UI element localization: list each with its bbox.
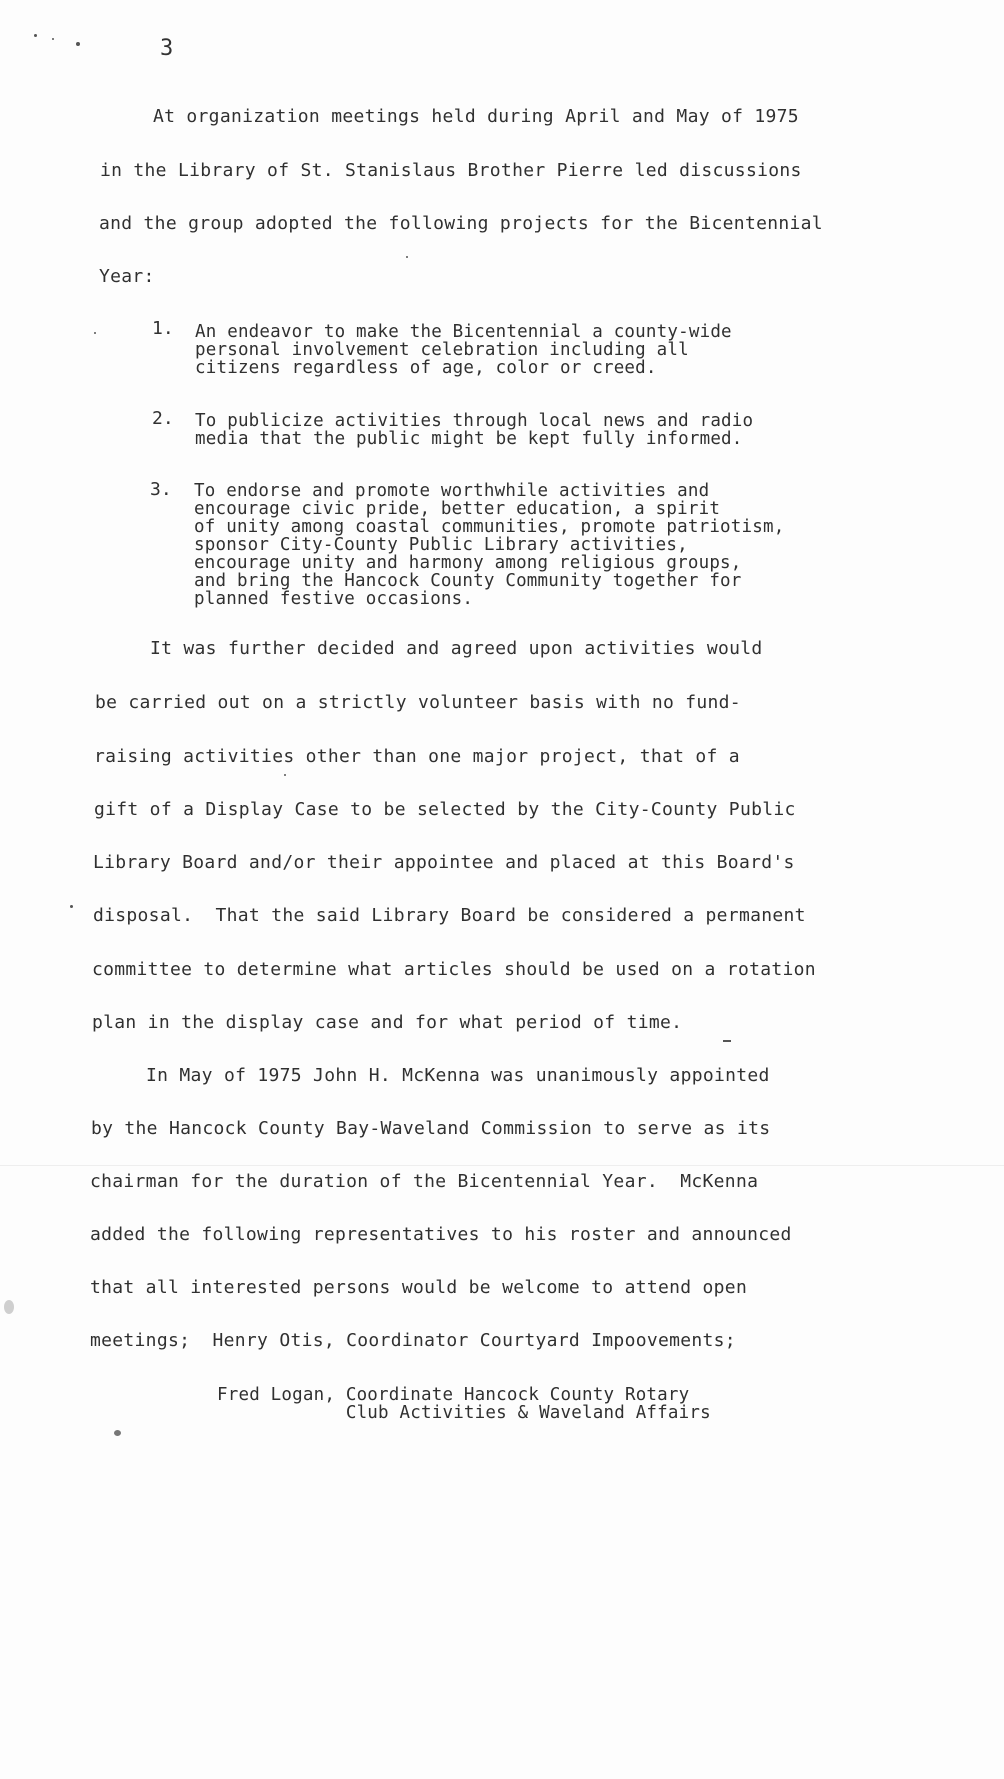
- text-line: and the group adopted the following projects for the Bicentennial: [99, 213, 823, 234]
- scan-speck: [76, 42, 80, 46]
- scan-speck: [52, 38, 54, 40]
- list-item-line: encourage civic pride, better education, a spirit: [194, 499, 721, 519]
- scan-speck: [723, 1040, 731, 1042]
- text-line: Year:: [99, 266, 155, 287]
- list-item-line: sponsor City-County Public Library activities,: [194, 535, 688, 555]
- list-item-line: To publicize activities through local news and radio: [195, 411, 754, 431]
- text-line: gift of a Display Case to be selected by the City-County Public: [94, 799, 796, 820]
- text-line: by the Hancock County Bay-Waveland Commission to serve as its: [91, 1118, 771, 1139]
- list-item-line: and bring the Hancock County Community together for: [194, 571, 742, 591]
- scan-speck: [94, 332, 96, 334]
- text-line: plan in the display case and for what period of time.: [92, 1012, 683, 1033]
- list-item-number: 3.: [150, 479, 172, 500]
- list-item-line: of unity among coastal communities, promote patriotism,: [194, 517, 785, 537]
- text-line: meetings; Henry Otis, Coordinator Courtyard Impoovements;: [90, 1330, 736, 1351]
- roster-line: Fred Logan, Coordinate Hancock County Rotary: [217, 1385, 690, 1405]
- list-item-line: An endeavor to make the Bicentennial a county-wide: [195, 322, 732, 342]
- text-line: At organization meetings held during April and May of 1975: [153, 106, 799, 127]
- list-item-line: personal involvement celebration including all: [195, 340, 689, 360]
- roster-line: Club Activities & Waveland Affairs: [217, 1403, 711, 1423]
- page-number: 3: [160, 36, 174, 61]
- text-line: be carried out on a strictly volunteer basis with no fund-: [95, 692, 741, 713]
- text-line: disposal. That the said Library Board be considered a permanent: [93, 905, 806, 926]
- list-item-line: media that the public might be kept fully informed.: [195, 429, 743, 449]
- list-item-line: citizens regardless of age, color or creed.: [195, 358, 657, 378]
- page-crease: [0, 1165, 1004, 1166]
- text-line: Library Board and/or their appointee and placed at this Board's: [93, 852, 795, 873]
- list-item-number: 2.: [152, 408, 174, 429]
- scan-speck: [4, 1300, 14, 1314]
- scan-speck: [70, 905, 73, 908]
- scan-speck: [406, 256, 408, 258]
- text-line: chairman for the duration of the Bicentennial Year. McKenna: [90, 1171, 759, 1192]
- list-item-line: To endorse and promote worthwhile activities and: [194, 481, 710, 501]
- text-line: raising activities other than one major project, that of a: [94, 746, 740, 767]
- scan-speck: [284, 774, 286, 776]
- text-line: It was further decided and agreed upon activities would: [150, 638, 763, 659]
- text-line: committee to determine what articles should be used on a rotation: [92, 959, 816, 980]
- text-line: added the following representatives to his roster and announced: [90, 1224, 792, 1245]
- list-item-number: 1.: [152, 318, 174, 339]
- scan-speck: [114, 1430, 121, 1436]
- text-line: that all interested persons would be welcome to attend open: [90, 1277, 748, 1298]
- list-item-line: planned festive occasions.: [194, 589, 474, 609]
- text-line: in the Library of St. Stanislaus Brother Pierre led discussions: [100, 160, 802, 181]
- text-line: In May of 1975 John H. McKenna was unanimously appointed: [146, 1065, 770, 1086]
- scan-speck: [34, 34, 37, 37]
- list-item-line: encourage unity and harmony among religious groups,: [194, 553, 742, 573]
